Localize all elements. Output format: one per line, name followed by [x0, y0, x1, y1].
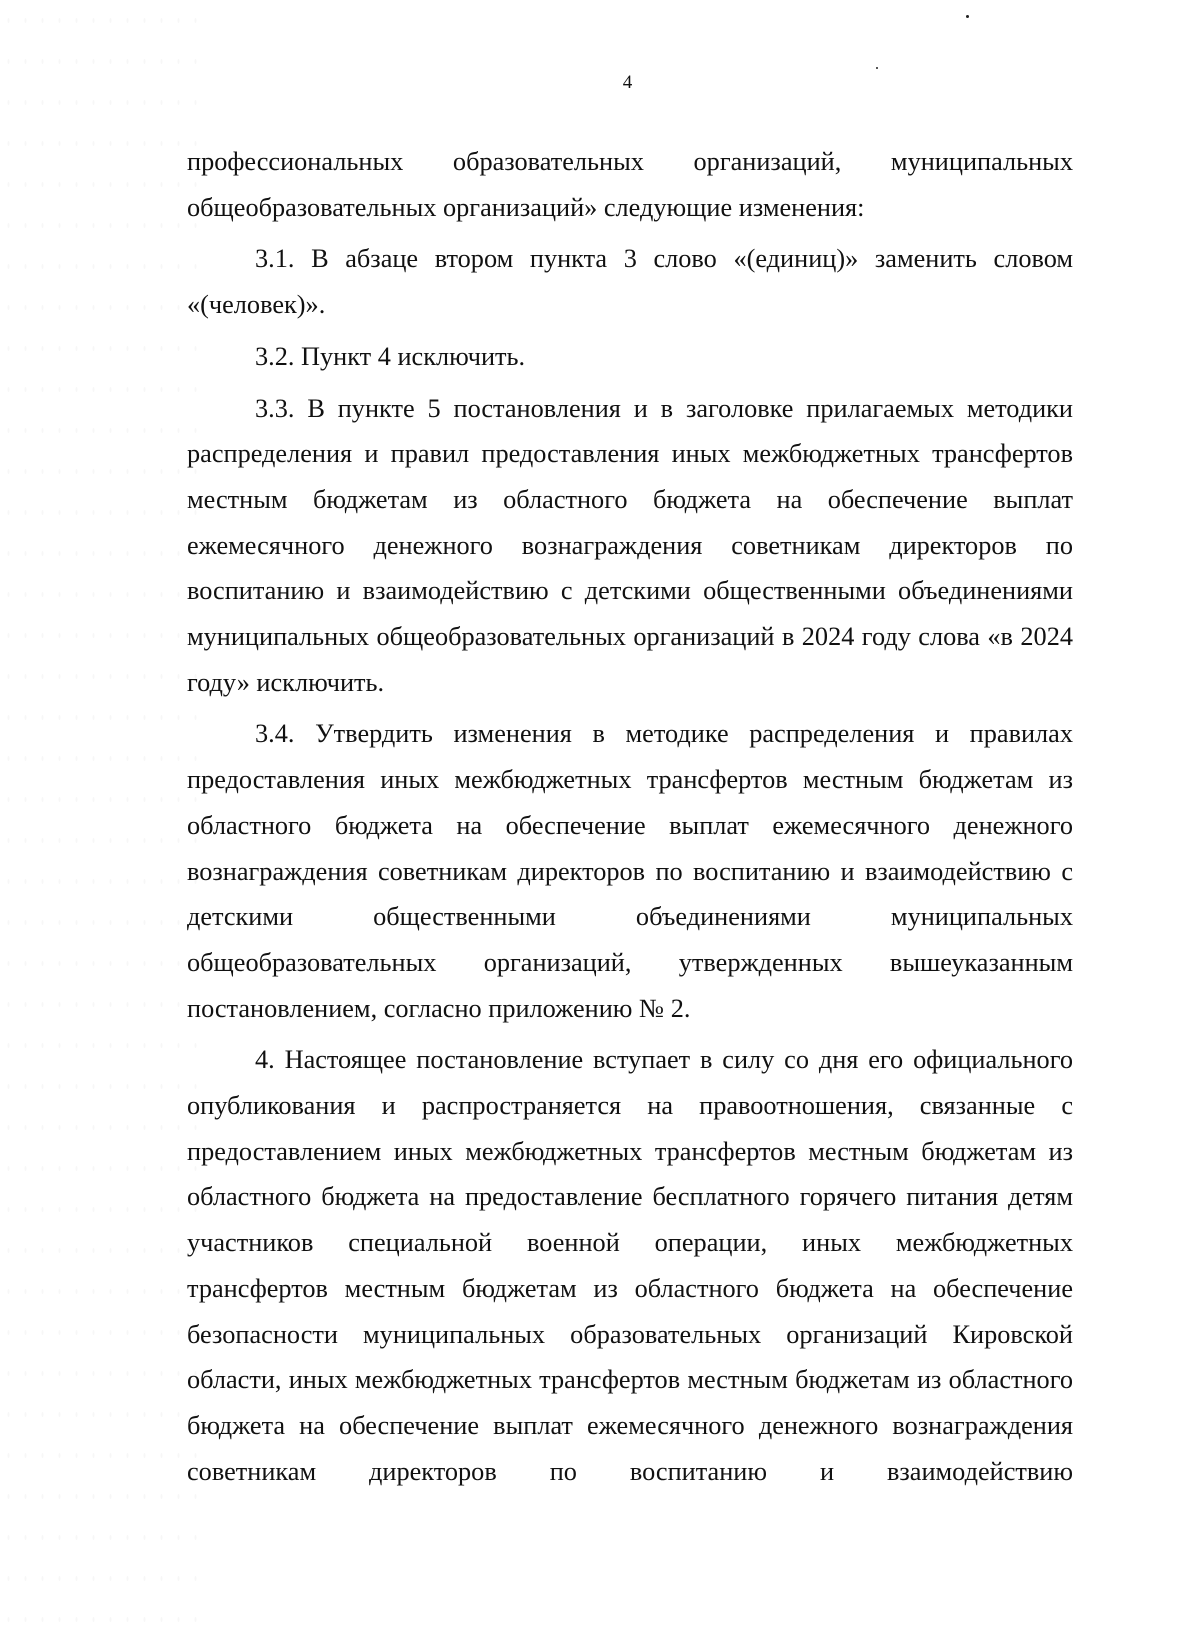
paragraph-3-2: 3.2. Пункт 4 исключить.	[255, 341, 526, 371]
paragraph-intro-continued: профессиональных образовательных организаций, муниципальных общеобразовательных организаций» следующие изменения:	[187, 147, 1073, 222]
scan-speck	[876, 67, 878, 69]
scan-background-noise	[0, 0, 200, 1627]
paragraph-3-1: 3.1. В абзаце втором пункта 3 слово «(единиц)» заменить словом «(человек)».	[187, 244, 1073, 320]
document-body	[187, 139, 1073, 1500]
paragraph-3-3: 3.3. В пункте 5 постановления и в заголовке прилагаемых методики распределения и правил предоставления иных межбюджетных трансфертов местным бюджетам из областного бюджета на обеспечение выплат ежемесячного денежного вознаграждения советникам директоров по воспитанию и взаимодействию с детскими общественными объединениями муниципальных общеобразовательных организаций в 2024 году слова «в 2024 году» исключить.	[187, 393, 1073, 697]
paragraph-4: 4. Настоящее постановление вступает в силу со дня его официального опубликования и распространяется на правоотношения, связанные с предоставлением иных межбюджетных трансфертов местным бюджетам из областного бюджета на предоставление бесплатного горячего питания детям участников специальной военной операции, иных межбюджетных трансфертов местным бюджетам из областного бюджета на обеспечение безопасности муниципальных образовательных организаций Кировской области, иных межбюджетных трансфертов местным бюджетам из областного бюджета на обеспечение выплат ежемесячного денежного вознаграждения советникам директоров по воспитанию и взаимодействию	[187, 1045, 1073, 1486]
paragraph-3-4: 3.4. Утвердить изменения в методике распределения и правилах предоставления иных межбюджетных трансфертов местным бюджетам из областного бюджета на обеспечение выплат ежемесячного денежного вознаграждения советникам директоров по воспитанию и взаимодействию с детскими общественными объединениями муниципальных общеобразовательных организаций, утвержденных вышеуказанным постановлением, согласно приложению № 2.	[187, 719, 1073, 1023]
page-number: 4	[622, 72, 633, 93]
scan-speck	[966, 15, 969, 18]
